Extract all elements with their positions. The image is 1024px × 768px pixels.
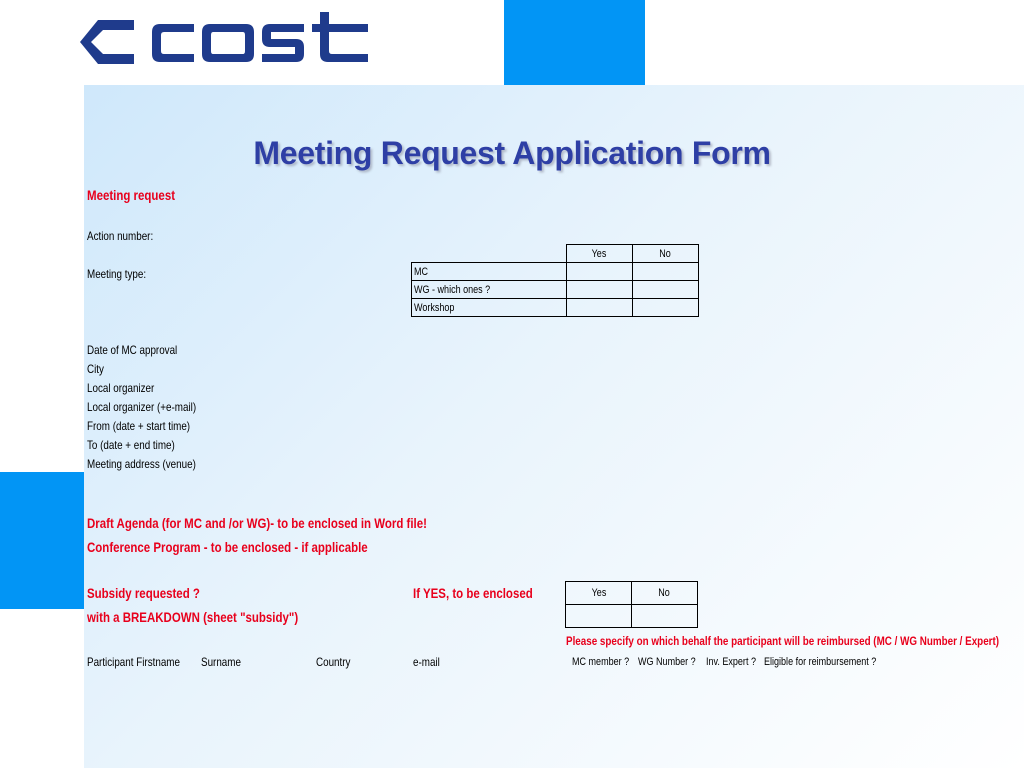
reimburse-note: Please specify on which behalf the participant will be reimbursed (MC / WG Number / Expert) [566, 634, 1000, 648]
col-eligible: Eligible for reimbursement ? [764, 656, 877, 668]
row-label-mc: MC [412, 263, 567, 281]
detail-venue: Meeting address (venue) [87, 457, 196, 471]
subsidy-no-cell[interactable] [632, 605, 698, 628]
meeting-type-table [411, 244, 699, 317]
subsidy-header-no: No [632, 582, 698, 605]
subsidy-requested-label: Subsidy requested ? [87, 585, 200, 601]
page-title: Meeting Request Application Form [253, 135, 771, 171]
conference-program-note: Conference Program - to be enclosed - if applicable [87, 539, 368, 555]
wg-no-cell[interactable] [632, 281, 698, 299]
draft-agenda-note: Draft Agenda (for MC and /or WG)- to be enclosed in Word file! [87, 515, 427, 531]
col-email: e-mail [413, 655, 440, 669]
subsidy-table [565, 581, 698, 628]
subsidy-breakdown-label: with a BREAKDOWN (sheet "subsidy") [87, 609, 299, 625]
col-surname: Surname [201, 655, 241, 669]
subsidy-header-yes: Yes [566, 582, 632, 605]
row-label-wg: WG - which ones ? [412, 281, 567, 299]
mc-no-cell[interactable] [632, 263, 698, 281]
detail-city: City [87, 362, 104, 376]
col-country: Country [316, 655, 351, 669]
section-meeting-request: Meeting request [87, 187, 176, 203]
col-mc-member: MC member ? [572, 656, 630, 668]
subsidy-yes-cell[interactable] [566, 605, 632, 628]
col-wg-number: WG Number ? [638, 656, 696, 668]
workshop-no-cell[interactable] [632, 299, 698, 317]
header-no: No [632, 245, 698, 263]
logo-area [70, 0, 380, 84]
wg-yes-cell[interactable] [566, 281, 632, 299]
cost-logo-icon [76, 8, 376, 78]
row-label-workshop: Workshop [412, 299, 567, 317]
detail-date-mc-approval: Date of MC approval [87, 343, 178, 357]
decorative-blue-block-top [504, 0, 645, 85]
detail-from: From (date + start time) [87, 419, 191, 433]
detail-local-organizer: Local organizer [87, 381, 155, 395]
mc-yes-cell[interactable] [566, 263, 632, 281]
meeting-type-label: Meeting type: [87, 267, 147, 281]
detail-to: To (date + end time) [87, 438, 175, 452]
decorative-blue-block-side [0, 472, 84, 609]
action-number-label: Action number: [87, 229, 154, 243]
col-participant-firstname: Participant Firstname [87, 655, 180, 669]
if-yes-note: If YES, to be enclosed [413, 585, 533, 601]
header-yes: Yes [566, 245, 632, 263]
col-inv-expert: Inv. Expert ? [706, 656, 756, 668]
workshop-yes-cell[interactable] [566, 299, 632, 317]
detail-local-organizer-email: Local organizer (+e-mail) [87, 400, 197, 414]
